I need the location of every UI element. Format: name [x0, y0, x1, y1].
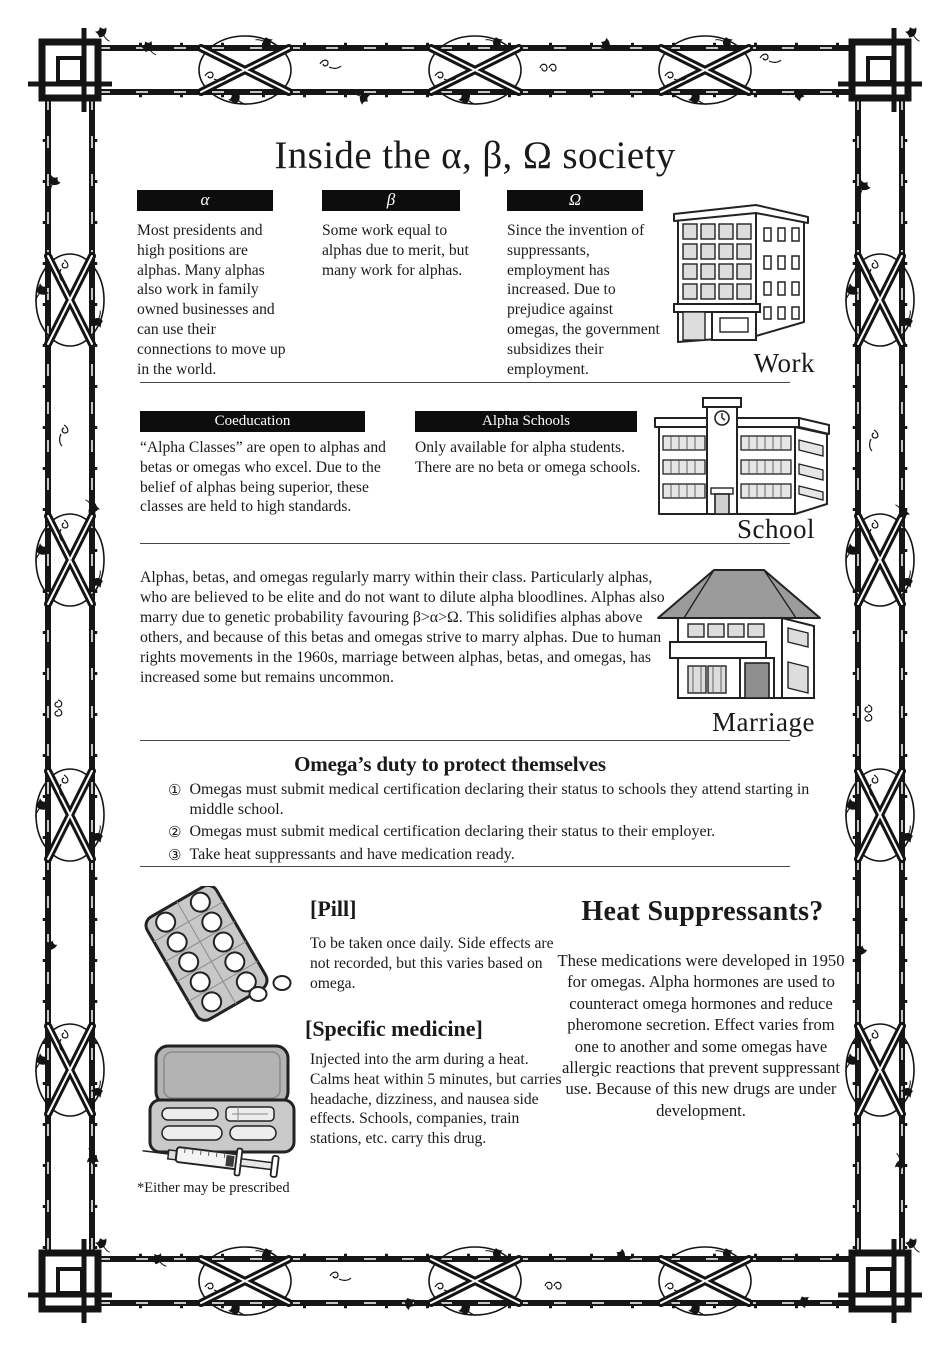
work-caption: Work [753, 348, 815, 378]
section-divider [140, 740, 790, 741]
section-divider [140, 382, 790, 383]
list-item [168, 822, 838, 842]
pill-text: To be taken once daily. Side effects are not recorded, but this varies based on omega. [310, 935, 554, 992]
office-building-illustration [652, 186, 832, 348]
coeducation-header-bar [140, 411, 365, 432]
omega-header-label: Ω [568, 190, 582, 209]
pill-blister-illustration [128, 886, 298, 1028]
specific-medicine-text: Injected into the arm during a heat. Calms heat within 5 minutes, but carries headache, dizziness, and nausea side effects. Schools, companies, train stations, etc. carry this drug. [310, 1051, 562, 1148]
school-building-illustration [645, 396, 835, 518]
marriage-caption: Marriage [712, 707, 815, 737]
school-caption: School [736, 514, 815, 544]
marriage-text: Alphas, betas, and omegas regularly marry within their class. Particularly alphas, who are believed to be elite and do not want to dilute alpha bloodlines. Alphas also marry due to genetic probability favouring β>α>Ω. This solidifies alphas above others, and because of this betas and omegas strive to marry alphas. Due to human rights movements in the 1960s, marriage between alphas, betas, and omegas, has increased some but remains uncommon. [140, 569, 665, 687]
alpha-header-label: α [200, 190, 210, 209]
coeducation-text: “Alpha Classes” are open to alphas and betas or omegas who excel. Due to the belief of alphas being superior, these classes are held to high standards. [140, 439, 386, 516]
list-item [168, 845, 838, 865]
section-divider [140, 866, 790, 867]
circled-three-icon: ③ [168, 845, 182, 864]
duty-list [168, 780, 838, 867]
heat-suppressants-heading: Heat Suppressants? [581, 896, 824, 927]
beta-header-bar [322, 190, 460, 211]
alpha-schools-header-bar [415, 411, 637, 432]
alpha-work-text: Most presidents and high positions are alphas. Many alphas also work in family owned businesses and can use their connections to move up in the world. [137, 222, 286, 378]
prescription-footnote: *Either may be prescribed [137, 1180, 290, 1196]
list-item [168, 780, 838, 819]
page-title: Inside the α, β, Ω society [274, 134, 676, 177]
beta-work-text: Some work equal to alphas due to merit, but many work for alphas. [322, 222, 469, 279]
specific-medicine-heading: [Specific medicine] [305, 1016, 483, 1041]
duty-item-text: Take heat suppressants and have medication ready. [189, 845, 515, 863]
heat-suppressants-text: These medications were developed in 1950 for omegas. Alpha hormones are used to counteract omega hormones and reduce pheromone secretion. Effect varies from one to another and some omegas have allergic reactions that prevent suppressant use. Because of this new drugs are under development. [557, 951, 845, 1120]
omega-work-text: Since the invention of suppressants, employment has increased. Due to prejudice against omegas, the government subsidizes their employment. [507, 222, 660, 378]
duty-item-text: Omegas must submit medical certification declaring their status to schools they attend starting in middle school. [189, 781, 810, 818]
circled-two-icon: ② [168, 823, 182, 842]
section-divider [140, 543, 790, 544]
alpha-schools-text: Only available for alpha students. There are no beta or omega schools. [415, 439, 641, 476]
omega-header-bar [507, 190, 643, 211]
coeducation-header-label: Coeducation [214, 413, 291, 429]
duty-item-text: Omegas must submit medical certification declaring their status to their employer. [189, 823, 716, 841]
alpha-schools-header-label: Alpha Schools [482, 413, 570, 429]
alpha-header-bar [137, 190, 273, 211]
circled-one-icon: ① [168, 781, 182, 799]
syringe-case-illustration [128, 1038, 308, 1183]
pill-heading: [Pill] [310, 896, 357, 921]
house-illustration [652, 556, 822, 702]
duty-heading: Omega’s duty to protect themselves [294, 752, 606, 776]
beta-header-label: β [386, 190, 396, 209]
